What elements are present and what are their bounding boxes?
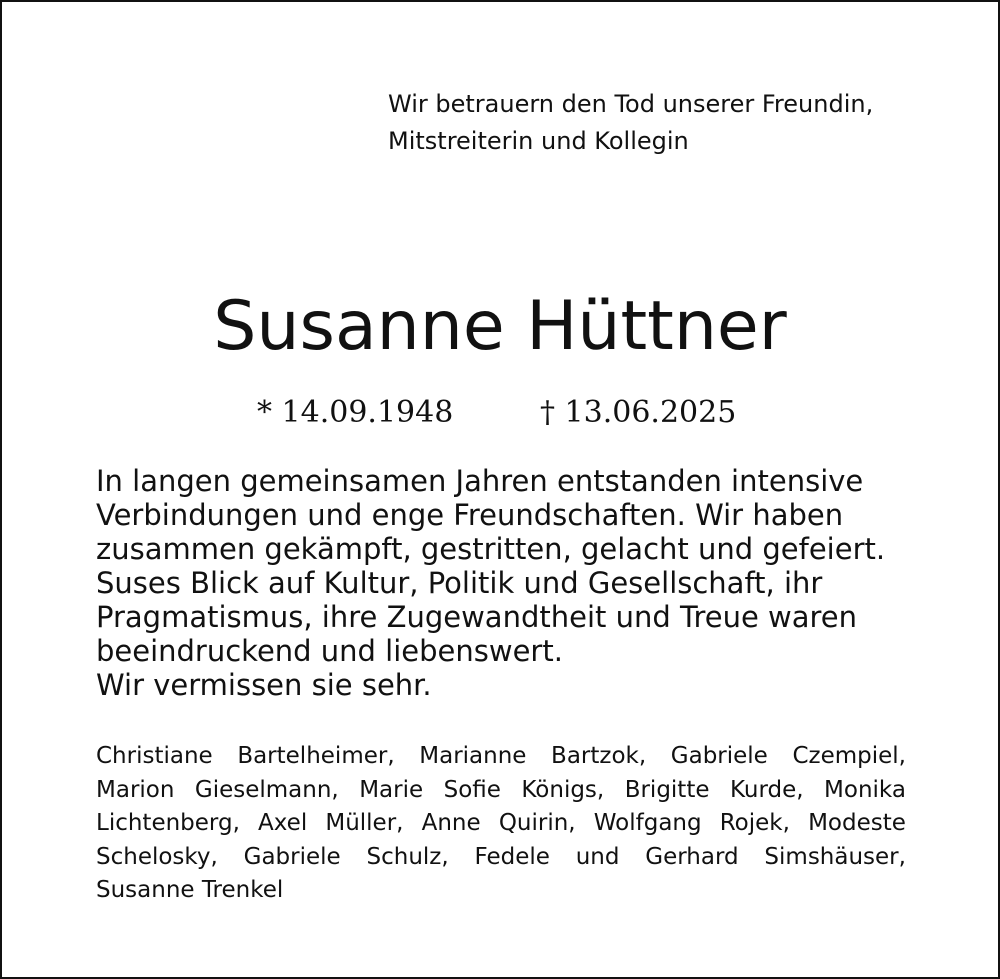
signer-word: Rojek, xyxy=(719,810,790,836)
signer-word: Simshäuser, xyxy=(764,843,906,870)
signers-line xyxy=(96,841,906,875)
signer-word: Anne xyxy=(421,810,481,836)
message-line: beeindruckend und liebenswert. xyxy=(96,634,563,668)
signer-word: Marie xyxy=(359,776,424,803)
signer-word: Marianne xyxy=(419,743,527,769)
signer-word: Brigitte xyxy=(624,776,710,803)
signer-word: Gieselmann, xyxy=(194,776,339,803)
signer-word: Müller, xyxy=(325,810,404,836)
message-line: Verbindungen und enge Freundschaften. Wir haben xyxy=(96,498,844,532)
signer-word: Gabriele xyxy=(243,843,341,870)
message-line: Suses Blick auf Kultur, Politik und Gesellschaft, ihr xyxy=(96,566,823,600)
signer-word: Marion xyxy=(96,776,175,803)
signers-line xyxy=(96,874,906,908)
message-line: zusammen gekämpft, gestritten, gelacht und gefeiert. xyxy=(96,532,886,566)
signers-list xyxy=(96,740,906,908)
signers-line xyxy=(96,774,906,808)
signer-word: Sofie xyxy=(443,776,501,803)
signer-word: Gerhard xyxy=(645,843,739,870)
message-line: In langen gemeinsamen Jahren entstanden intensive xyxy=(96,464,864,498)
signer-word: Bartelheimer, xyxy=(237,743,395,769)
message-line: Wir vermissen sie sehr. xyxy=(96,668,432,702)
message-line: Pragmatismus, ihre Zugewandtheit und Treue waren xyxy=(96,600,858,634)
signer-word: Christiane xyxy=(96,743,213,769)
signer-word: Czempiel, xyxy=(792,743,906,769)
signer-word: Wolfgang xyxy=(593,810,702,836)
signer-word: Kurde, xyxy=(729,776,804,803)
intro-line: Wir betrauern den Tod unserer Freundin, xyxy=(388,90,874,118)
signer-word: Quirin, xyxy=(498,810,576,836)
birth-date: * 14.09.1948 xyxy=(257,395,454,430)
intro-text xyxy=(388,86,948,160)
signer-word: Königs, xyxy=(521,776,605,803)
death-date: † 13.06.2025 xyxy=(540,395,737,430)
deceased-name: Susanne Hüttner xyxy=(213,287,787,366)
signers-line xyxy=(96,740,906,774)
signer-word: und xyxy=(575,843,620,870)
message-text xyxy=(96,464,916,702)
signers-line xyxy=(96,807,906,841)
signer-word: Bartzok, xyxy=(551,743,647,769)
signer-word: Schulz, xyxy=(366,843,449,870)
signer-word: Susanne Trenkel xyxy=(96,877,284,903)
signer-word: Lichtenberg, xyxy=(96,810,240,836)
signer-word: Axel xyxy=(258,810,308,836)
signer-word: Modeste xyxy=(808,810,906,836)
signer-word: Fedele xyxy=(474,843,550,870)
signer-word: Monika xyxy=(824,776,906,803)
signer-word: Gabriele xyxy=(670,743,768,769)
intro-line: Mitstreiterin und Kollegin xyxy=(388,127,689,155)
signer-word: Schelosky, xyxy=(96,843,218,870)
